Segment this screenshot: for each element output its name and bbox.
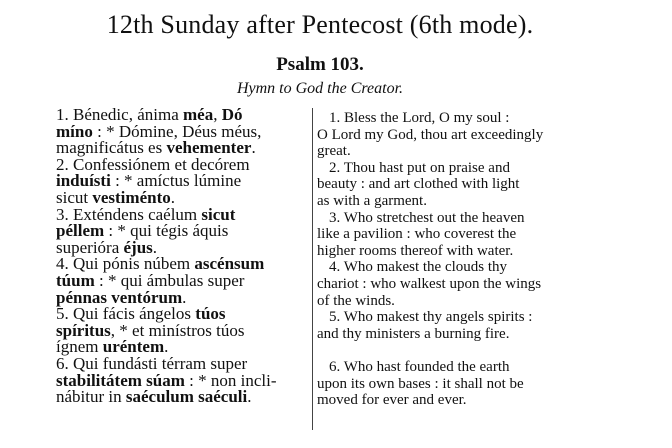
- latin-text: .: [170, 187, 175, 207]
- english-line: as with a garment.: [317, 192, 427, 209]
- english-verse: [317, 359, 603, 409]
- latin-text: magnificátus es: [56, 138, 167, 158]
- accented-syllable: túos: [195, 304, 226, 324]
- english-line: and thy ministers a burning fire.: [317, 325, 510, 342]
- latin-verse: [56, 154, 309, 207]
- english-line: 4. Who makest the clouds thy: [329, 259, 508, 276]
- accented-syllable: Dó: [221, 105, 243, 124]
- latin-text: ,: [213, 105, 222, 124]
- psalm-subtitle: Hymn to God the Creator.: [236, 80, 404, 97]
- verse-spacer: [317, 342, 603, 359]
- english-line: like a pavilion : who coverest the: [317, 226, 517, 243]
- english-line: higher rooms thereof with water.: [317, 242, 514, 259]
- accented-syllable: éjus: [123, 237, 153, 257]
- accented-syllable: péllem: [56, 221, 105, 241]
- english-line: 6. Who hast founded the earth: [329, 358, 510, 375]
- latin-text: superióra: [56, 237, 124, 257]
- latin-text: 4. Qui pónis núbem: [56, 254, 195, 274]
- latin-text: .: [182, 287, 187, 307]
- accented-syllable: túum: [56, 270, 95, 290]
- column-divider: [312, 108, 313, 430]
- accented-syllable: vestiménto: [92, 187, 171, 207]
- latin-verse: [56, 353, 309, 407]
- latin-text: 5. Qui fácis ángelos: [56, 304, 196, 324]
- latin-text: : * amíctus lúmine: [110, 171, 242, 191]
- accented-syllable: ascénsum: [194, 254, 265, 274]
- accented-syllable: míno: [56, 121, 93, 141]
- latin-text: : * non incli-: [184, 370, 277, 390]
- english-verse: [317, 110, 603, 160]
- latin-text: , * et minístros túos: [110, 320, 245, 340]
- accented-syllable: stabilitátem súam: [56, 370, 185, 390]
- english-line: O Lord my God, thou art exceedingly: [317, 126, 544, 143]
- accented-syllable: vehementer: [166, 138, 252, 158]
- latin-line: [56, 389, 309, 406]
- english-line: 5. Who makest thy angels spirits :: [329, 309, 533, 326]
- accented-syllable: pénnas: [56, 287, 108, 307]
- latin-text: .: [247, 387, 252, 407]
- latin-text: .: [164, 337, 169, 357]
- latin-verse: [56, 204, 309, 257]
- english-verse: [317, 210, 603, 260]
- latin-text: 2. Confessiónem et decórem: [56, 154, 250, 174]
- english-line: beauty : and art clothed with light: [317, 176, 520, 193]
- accented-syllable: spíritus: [56, 320, 111, 340]
- latin-text: nábitur in: [56, 387, 126, 407]
- latin-text: 6. Qui fundásti térram super: [56, 353, 248, 373]
- page-title: 12th Sunday after Pentecost (6th mode).: [106, 10, 534, 39]
- latin-text: .: [152, 237, 158, 257]
- latin-verse: [56, 256, 309, 306]
- latin-text: 3. Exténdens caélum: [56, 204, 202, 224]
- english-column: [317, 110, 603, 409]
- latin-text: : * Dómine, Déus méus,: [92, 121, 262, 141]
- latin-verse: [56, 306, 309, 356]
- latin-text: 1. Bénedic, ánima: [56, 105, 183, 124]
- english-verse: [317, 309, 603, 342]
- accented-syllable: induísti: [56, 171, 111, 191]
- english-line: 1. Bless the Lord, O my soul :: [329, 110, 510, 126]
- english-line: great.: [317, 143, 351, 160]
- latin-text: : * qui ámbulas super: [94, 270, 245, 290]
- english-line: moved for ever and ever.: [317, 392, 467, 409]
- english-line: of the winds.: [317, 292, 395, 309]
- latin-text: .: [251, 138, 256, 158]
- english-verse: [317, 160, 603, 210]
- accented-syllable: méa: [183, 105, 214, 124]
- psalm-heading: Psalm 103.: [276, 54, 364, 75]
- accented-syllable: ventórum: [107, 287, 183, 307]
- english-line: 2. Thou hast put on praise and: [329, 159, 510, 176]
- latin-text: : * qui tégis áquis: [104, 221, 229, 241]
- english-line: chariot : who walkest upon the wings: [317, 275, 542, 292]
- english-line: upon its own bases : it shall not be: [317, 375, 524, 392]
- english-line: 3. Who stretchest out the heaven: [329, 209, 525, 226]
- accented-syllable: uréntem: [102, 337, 165, 357]
- latin-text: ígnem: [56, 337, 103, 357]
- accented-syllable: sicut: [201, 204, 236, 224]
- accented-syllable: saéculum saéculi: [125, 387, 248, 407]
- latin-column: [56, 107, 309, 406]
- english-verse: [317, 259, 603, 309]
- latin-text: sicut: [56, 187, 93, 207]
- latin-verse: [56, 107, 309, 157]
